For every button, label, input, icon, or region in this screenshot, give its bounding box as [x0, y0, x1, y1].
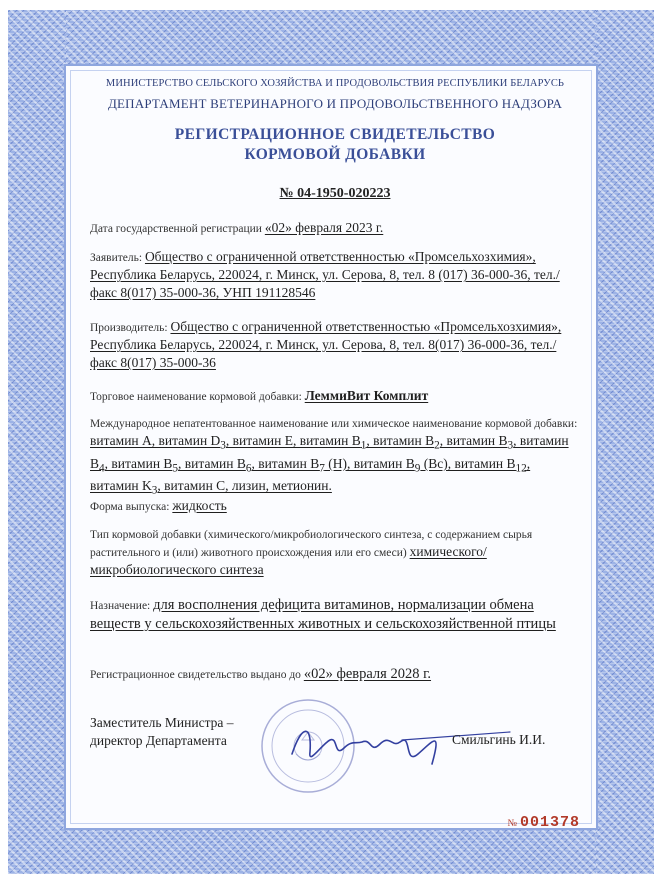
inn-label: Международное непатентованное наименование или химическое наименование кормовой добавки:: [90, 418, 578, 430]
applicant-label: Заявитель:: [90, 252, 143, 264]
validity-value: «02» февраля 2028 г.: [303, 666, 432, 682]
validity-label: Регистрационное свидетельство выдано до: [90, 669, 301, 681]
certificate-number: № 04-1950-020223: [279, 186, 391, 201]
form-label: Форма выпуска:: [90, 501, 170, 513]
producer-label: Производитель:: [90, 322, 168, 334]
signatory-name: Смильгинь И.И.: [452, 732, 546, 747]
serial-digits: 001378: [519, 814, 580, 831]
purpose-field: [90, 596, 580, 634]
trade-name-value: ЛеммиВит Комплит: [304, 388, 429, 403]
form-value: жидкость: [172, 498, 227, 513]
border-top: [8, 10, 654, 66]
registration-date-label: Дата государственной регистрации: [90, 223, 262, 235]
inn-value: витамин A, витамин $D_3$, витамин E, витамин $B_1$, витамин $B_2$, витамин $B_3$, витамин $B_4$, витамин $B_5$, витамин $B_6$, витамин $B_7$ (H), витамин $B_9$ (Bc), витамин $B_{12}$, витамин $K_3$, витамин C, лизин, метионин.: [90, 433, 569, 498]
registration-date-value: «02» февраля 2023 г.: [264, 220, 384, 235]
applicant-field: [90, 248, 580, 302]
purpose-value: для восполнения дефицита витаминов, нормализации обмена веществ у сельскохозяйственных животных и сельскохозяйственной птицы: [90, 597, 556, 632]
border-right: [596, 10, 654, 874]
registration-date-field: [90, 220, 580, 237]
department-name: ДЕПАРТАМЕНТ ВЕТЕРИНАРНОГО И ПРОДОВОЛЬСТВЕННОГО НАДЗОРА: [107, 96, 563, 111]
validity-field: [90, 666, 580, 683]
type-field: [90, 527, 580, 579]
type-label: Тип кормовой добавки (химического/микробиологического синтеза, с содержанием сырья растительного и (или) животного происхождения или его смеси): [90, 529, 533, 559]
trade-name-label: Торговое наименование кормовой добавки:: [90, 391, 302, 403]
trade-name-field: [90, 388, 580, 405]
form-field: [90, 498, 580, 515]
border-bottom: [8, 828, 654, 874]
border-left: [8, 10, 66, 874]
certificate-subtitle: КОРМОВОЙ ДОБАВКИ: [244, 146, 426, 163]
serial-prefix: №: [507, 818, 517, 829]
type-value: химического/ микробиологического синтеза: [90, 544, 487, 577]
purpose-label: Назначение:: [90, 600, 151, 612]
serial-number: [507, 814, 580, 831]
signatory-position: Заместитель Министра – директор Департамента: [90, 715, 234, 748]
inn-field: [90, 414, 580, 500]
ministry-name: МИНИСТЕРСТВО СЕЛЬСКОГО ХОЗЯЙСТВА И ПРОДОВОЛЬСТВИЯ РЕСПУБЛИКИ БЕЛАРУСЬ: [105, 78, 565, 89]
certificate-title: РЕГИСТРАЦИОННОЕ СВИДЕТЕЛЬСТВО: [174, 126, 496, 143]
applicant-value: Общество с ограниченной ответственностью «Промсельхозхимия», Республика Беларусь, 220024, г. Минск, ул. Серова, 8, тел. 8 (017) 36-000-36, тел./факс 8(017) 35-000-36, УНП 191128546: [90, 249, 560, 300]
producer-value: Общество с ограниченной ответственностью «Промсельхозхимия», Республика Беларусь, 220024, г. Минск, ул. Серова, 8, тел. 8(017) 36-000-36, тел./факс 8(017) 35-000-36: [90, 319, 562, 370]
producer-field: [90, 318, 580, 372]
